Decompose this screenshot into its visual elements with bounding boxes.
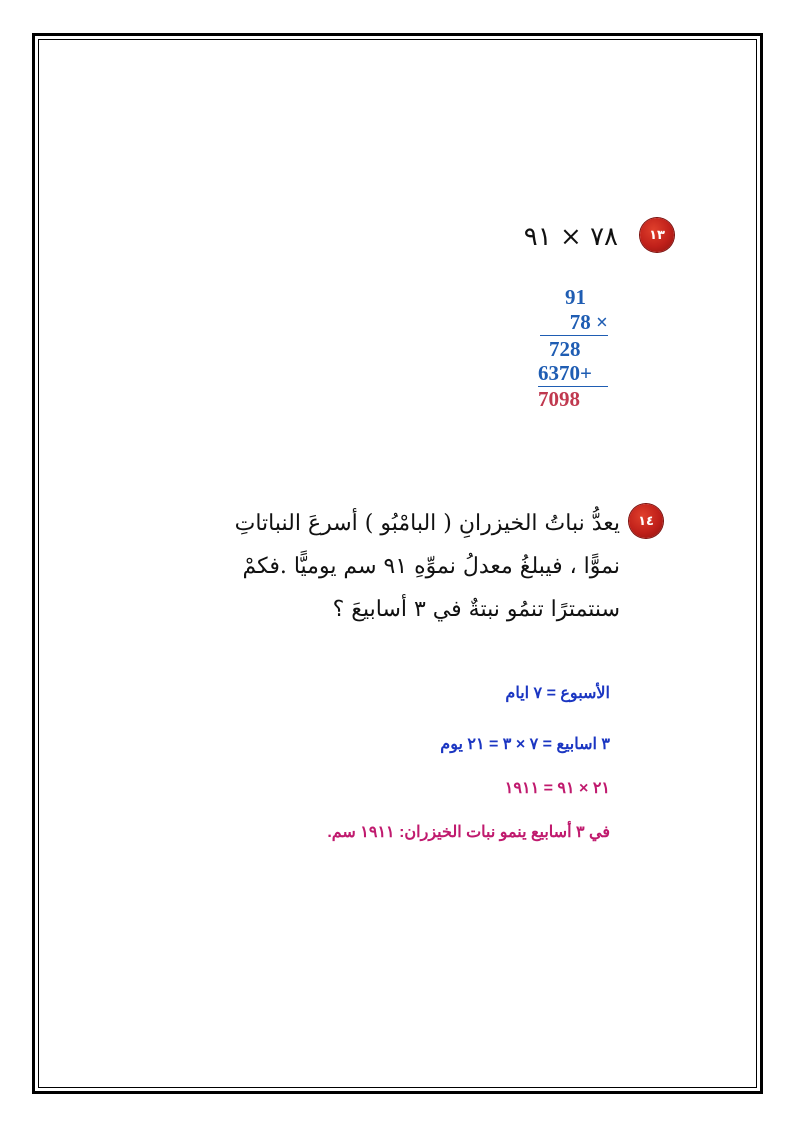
question-14-line: سنتمترًا تنمُو نبتةٌ في ٣ أسابيعَ ؟ [332,597,620,622]
multiplicand: 91 [565,285,586,309]
partial-product-2: 6370+ [538,363,608,387]
question-14-line: نموًّا ، فيبلغُ معدلُ نموِّهِ ٩١ سم يوميًّا .فكمْ [242,554,620,579]
multiplier: 78 × [540,312,608,336]
question-13-number: ١٣ [649,227,665,243]
partial-product-1: 728 [549,337,581,361]
answer-conclusion: في ٣ أسابيع ينمو نبات الخيزران: ١٩١١ سم. [327,824,610,841]
final-product: 7098 [538,387,580,411]
question-13-number-badge [640,218,674,252]
question-14-number: ١٤ [638,513,654,529]
question-14-line: يعدُّ نباتُ الخيزرانِ ( البامْبُو ) أسرعَ النباتاتِ [234,511,620,536]
answer-line-week: الأسبوع = ٧ ايام [505,685,610,702]
question-14-text [180,502,620,631]
answer-line-product: ٢١ × ٩١ = ١٩١١ [504,780,610,797]
question-14-number-badge [629,504,663,538]
answer-line-days: ٣ اسابيع = ٧ × ٣ = ٢١ يوم [440,736,610,753]
question-13-expression: ٧٨ × ٩١ [523,222,618,252]
